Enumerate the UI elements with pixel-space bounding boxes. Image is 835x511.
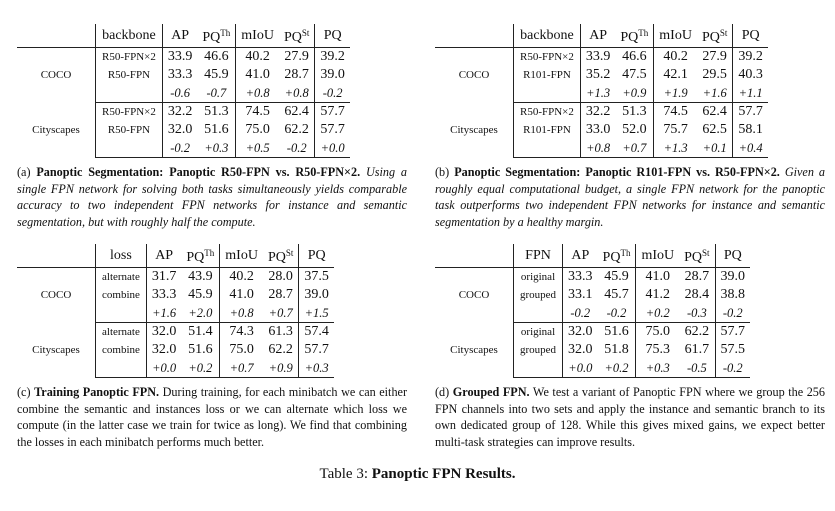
cell-pq: -0.2 bbox=[315, 84, 350, 103]
header-pq: PQ bbox=[315, 24, 350, 48]
cell-pq: +1.1 bbox=[733, 84, 768, 103]
cell-ap: 33.3 bbox=[162, 66, 197, 84]
cell-miou: +0.2 bbox=[636, 304, 679, 323]
row-label: R50-FPN bbox=[96, 66, 163, 84]
cell-pq: -0.2 bbox=[715, 304, 750, 323]
cell-pq: 57.5 bbox=[715, 341, 750, 359]
row-label: original bbox=[514, 268, 563, 287]
cell-pq-st: 62.2 bbox=[284, 122, 309, 137]
cell-ap: 32.2 bbox=[580, 103, 615, 122]
cell-pq: 57.7 bbox=[315, 103, 350, 122]
cell-miou: 74.5 bbox=[654, 103, 697, 122]
cell-pq: -0.2 bbox=[715, 359, 750, 378]
results-table-c bbox=[17, 244, 334, 378]
header-pq-th: $PQ^{Th}$ bbox=[181, 244, 219, 268]
cell-pq-st: 29.5 bbox=[702, 67, 727, 82]
header-ap: AP bbox=[563, 244, 598, 268]
header-dataset bbox=[435, 244, 514, 268]
row-label: R101-FPN bbox=[514, 121, 581, 139]
table-row bbox=[17, 103, 350, 122]
header-miou: mIoU bbox=[236, 24, 279, 48]
row-label: R50-FPN×2 bbox=[96, 103, 163, 122]
cell-pq-st: +0.7 bbox=[263, 304, 299, 323]
table-header bbox=[17, 244, 334, 268]
row-label: original bbox=[514, 323, 563, 342]
cell-pq-th: -0.7 bbox=[197, 84, 235, 103]
caption-d: (d) Grouped FPN. We test a variant of Panoptic FPN where we group the 256 FPN channels into two sets and apply the instance and semantic branch to its own dedicated group of 128. While this gives mixed gains, we expect better multi-task strategies can improve results. bbox=[435, 385, 825, 449]
cell-pq: 39.0 bbox=[299, 286, 334, 304]
cell-pq-th: 51.8 bbox=[604, 342, 629, 357]
row-label: R50-FPN×2 bbox=[514, 103, 581, 122]
cell-pq-st: +0.1 bbox=[697, 139, 733, 158]
cell-pq-th: +0.7 bbox=[615, 139, 653, 158]
cell-pq-st: 28.7 bbox=[268, 287, 293, 302]
cell-ap: +0.8 bbox=[580, 139, 615, 158]
row-label bbox=[96, 84, 163, 103]
cell-pq-th: 46.6 bbox=[204, 49, 229, 64]
cell-pq-st: +0.8 bbox=[279, 84, 315, 103]
cell-pq: +1.5 bbox=[299, 304, 334, 323]
cell-ap: 33.9 bbox=[580, 48, 615, 67]
cell-pq: 57.7 bbox=[299, 341, 334, 359]
header-pq-th: $PQ^{Th}$ bbox=[197, 24, 235, 48]
cell-miou: 75.0 bbox=[220, 341, 263, 359]
cell-ap: 33.3 bbox=[563, 268, 598, 287]
cell-pq: 38.8 bbox=[715, 286, 750, 304]
cell-miou: +0.7 bbox=[220, 359, 263, 378]
cell-pq: +0.0 bbox=[315, 139, 350, 158]
header-dataset bbox=[435, 24, 514, 48]
cell-miou: 41.0 bbox=[236, 66, 279, 84]
cell-pq: 37.5 bbox=[299, 268, 334, 287]
row-label: alternate bbox=[96, 268, 147, 287]
cell-ap: -0.6 bbox=[162, 84, 197, 103]
header-pq-st: $PQ^{St}$ bbox=[279, 24, 315, 48]
cell-pq-th: 51.6 bbox=[188, 342, 213, 357]
cell-pq-th: 45.9 bbox=[188, 287, 213, 302]
cell-pq-th: 46.6 bbox=[622, 49, 647, 64]
caption-b: (b) Panoptic Segmentation: Panoptic R101-FPN vs. R50-FPN×2. Given a roughly equal computational budget, a single FPN network for the panoptic task outperforms two independent FPN networks for instance and semantic segmentation by a healthy margin. bbox=[435, 165, 825, 229]
header-pq-th: $PQ^{Th}$ bbox=[598, 244, 636, 268]
cell-pq: 58.1 bbox=[733, 121, 768, 139]
cell-pq: 57.7 bbox=[315, 121, 350, 139]
row-label: R101-FPN bbox=[514, 66, 581, 84]
dataset-label: Cityscapes bbox=[32, 344, 80, 356]
row-label: combine bbox=[96, 286, 147, 304]
table-header bbox=[435, 244, 750, 268]
header-pq-st: $PQ^{St}$ bbox=[697, 24, 733, 48]
cell-miou: 41.2 bbox=[636, 286, 679, 304]
cell-pq-th: 45.7 bbox=[604, 287, 629, 302]
dataset-label: COCO bbox=[40, 69, 72, 82]
cell-pq: 39.2 bbox=[733, 48, 768, 67]
table-row bbox=[435, 103, 768, 122]
cell-ap: +1.6 bbox=[146, 304, 181, 323]
cell-pq-st: 61.7 bbox=[684, 342, 710, 357]
cell-pq-th: 45.9 bbox=[204, 67, 229, 82]
header-pq-st: $PQ^{St}$ bbox=[679, 244, 715, 268]
header-fpn: FPN bbox=[514, 244, 563, 268]
header-ap: AP bbox=[162, 24, 197, 48]
cell-miou: 75.7 bbox=[654, 121, 697, 139]
row-label: R50-FPN×2 bbox=[514, 48, 581, 67]
results-table-b bbox=[435, 24, 768, 158]
row-label bbox=[514, 304, 563, 323]
cell-pq-th: 52.0 bbox=[622, 122, 647, 137]
cell-ap: 32.0 bbox=[563, 323, 598, 342]
cell-pq: +0.3 bbox=[299, 359, 334, 378]
panel-d bbox=[435, 244, 835, 450]
cell-pq-th: 45.9 bbox=[604, 269, 629, 284]
cell-pq-st: -0.2 bbox=[279, 139, 315, 158]
cell-pq-st: 62.4 bbox=[702, 104, 727, 119]
cell-pq-st: 62.5 bbox=[702, 122, 727, 137]
dataset-label: COCO bbox=[458, 289, 490, 302]
dataset-label: Cityscapes bbox=[32, 124, 80, 136]
cell-pq-st: -0.5 bbox=[679, 359, 715, 378]
cell-pq-st: 28.0 bbox=[268, 269, 293, 284]
cell-miou: +0.5 bbox=[236, 139, 279, 158]
cell-pq: 57.4 bbox=[299, 323, 334, 342]
results-table-a bbox=[17, 24, 350, 158]
cell-ap: +0.0 bbox=[563, 359, 598, 378]
caption-a: (a) Panoptic Segmentation: Panoptic R50-FPN vs. R50-FPN×2. Using a single FPN network for solving both tasks simultaneously yields comparable accuracy to two independent FPN networks for instance and semantic segmentation, but with roughly half the compute. bbox=[17, 165, 407, 229]
cell-ap: 33.3 bbox=[146, 286, 181, 304]
cell-pq-st: 27.9 bbox=[284, 49, 309, 64]
cell-pq: 39.0 bbox=[315, 66, 350, 84]
panel-c bbox=[17, 244, 417, 450]
header-pq: PQ bbox=[715, 244, 750, 268]
cell-ap: 33.0 bbox=[580, 121, 615, 139]
row-label: grouped bbox=[514, 286, 563, 304]
cell-pq-st: 62.2 bbox=[268, 342, 293, 357]
cell-miou: 74.3 bbox=[220, 323, 263, 342]
header-pq-th: $PQ^{Th}$ bbox=[615, 24, 653, 48]
cell-pq-th: 51.6 bbox=[604, 324, 629, 339]
cell-pq: 39.2 bbox=[315, 48, 350, 67]
cell-ap: -0.2 bbox=[563, 304, 598, 323]
table-header bbox=[17, 24, 350, 48]
cell-pq-th: -0.2 bbox=[598, 304, 636, 323]
cell-pq-st: 62.2 bbox=[684, 324, 710, 339]
cell-miou: 75.3 bbox=[636, 341, 679, 359]
header-backbone: backbone bbox=[96, 24, 163, 48]
cell-pq-st: 28.7 bbox=[684, 269, 710, 284]
row-label: combine bbox=[96, 341, 147, 359]
cell-pq-st: 28.4 bbox=[684, 287, 710, 302]
table-row bbox=[435, 323, 750, 342]
cell-ap: 33.1 bbox=[563, 286, 598, 304]
table-caption: Table 3: Panoptic FPN Results. bbox=[319, 466, 516, 482]
caption-c: (c) Training Panoptic FPN. During training, for each minibatch we can either combine the semantic and instances loss or we can alternate which loss we compute (in the latter case we train for twice as long). We find that combining the losses in each minibatch performs much better. bbox=[17, 385, 408, 449]
cell-pq: +0.4 bbox=[733, 139, 768, 158]
cell-pq-th: +0.2 bbox=[181, 359, 219, 378]
cell-miou: +0.8 bbox=[220, 304, 263, 323]
cell-miou: 40.2 bbox=[220, 268, 263, 287]
row-label bbox=[96, 139, 163, 158]
header-pq: PQ bbox=[299, 244, 334, 268]
row-label bbox=[514, 359, 563, 378]
cell-ap: 32.0 bbox=[162, 121, 197, 139]
header-miou: mIoU bbox=[654, 24, 697, 48]
cell-pq-th: 51.3 bbox=[204, 104, 229, 119]
cell-pq: 57.7 bbox=[733, 103, 768, 122]
table-row bbox=[17, 48, 350, 67]
cell-miou: 40.2 bbox=[236, 48, 279, 67]
cell-pq-st: 61.3 bbox=[268, 324, 293, 339]
row-label: alternate bbox=[96, 323, 147, 342]
cell-pq-st: +0.9 bbox=[263, 359, 299, 378]
cell-miou: 42.1 bbox=[654, 66, 697, 84]
cell-pq-th: 51.6 bbox=[204, 122, 229, 137]
cell-pq: 39.0 bbox=[715, 268, 750, 287]
table-row bbox=[435, 268, 750, 287]
row-label: grouped bbox=[514, 341, 563, 359]
cell-pq-th: 51.4 bbox=[188, 324, 213, 339]
cell-pq-th: +0.3 bbox=[197, 139, 235, 158]
results-table-d bbox=[435, 244, 750, 378]
cell-pq-th: +2.0 bbox=[181, 304, 219, 323]
dataset-label: COCO bbox=[40, 289, 72, 302]
row-label bbox=[514, 139, 581, 158]
row-label bbox=[514, 84, 581, 103]
header-ap: AP bbox=[146, 244, 181, 268]
cell-pq-th: +0.2 bbox=[598, 359, 636, 378]
header-miou: mIoU bbox=[636, 244, 679, 268]
row-label: R50-FPN bbox=[96, 121, 163, 139]
row-label bbox=[96, 359, 147, 378]
cell-miou: 75.0 bbox=[236, 121, 279, 139]
header-ap: AP bbox=[580, 24, 615, 48]
panel-b bbox=[435, 24, 835, 230]
cell-pq-st: 62.4 bbox=[284, 104, 309, 119]
cell-miou: +0.8 bbox=[236, 84, 279, 103]
cell-miou: +1.9 bbox=[654, 84, 697, 103]
cell-miou: +1.3 bbox=[654, 139, 697, 158]
cell-pq-th: 47.5 bbox=[622, 67, 647, 82]
table-header bbox=[435, 24, 768, 48]
cell-miou: 74.5 bbox=[236, 103, 279, 122]
cell-ap: 32.0 bbox=[146, 323, 181, 342]
cell-ap: 32.0 bbox=[146, 341, 181, 359]
cell-pq-th: +0.9 bbox=[615, 84, 653, 103]
cell-ap: 35.2 bbox=[580, 66, 615, 84]
cell-pq-st: 28.7 bbox=[284, 67, 309, 82]
cell-miou: +0.3 bbox=[636, 359, 679, 378]
table-row bbox=[17, 323, 334, 342]
cell-ap: 32.0 bbox=[563, 341, 598, 359]
cell-pq: 57.7 bbox=[715, 323, 750, 342]
cell-pq-th: 51.3 bbox=[622, 104, 647, 119]
table-row bbox=[17, 268, 334, 287]
header-dataset bbox=[17, 24, 96, 48]
row-label: R50-FPN×2 bbox=[96, 48, 163, 67]
cell-pq: 40.3 bbox=[733, 66, 768, 84]
cell-miou: 40.2 bbox=[654, 48, 697, 67]
header-loss: loss bbox=[96, 244, 147, 268]
cell-miou: 41.0 bbox=[220, 286, 263, 304]
table-row bbox=[435, 48, 768, 67]
cell-pq-st: -0.3 bbox=[679, 304, 715, 323]
cell-pq-th: 43.9 bbox=[188, 269, 213, 284]
header-miou: mIoU bbox=[220, 244, 263, 268]
cell-ap: -0.2 bbox=[162, 139, 197, 158]
cell-ap: 31.7 bbox=[146, 268, 181, 287]
dataset-label: COCO bbox=[458, 69, 490, 82]
cell-pq-st: +1.6 bbox=[697, 84, 733, 103]
cell-miou: 41.0 bbox=[636, 268, 679, 287]
dataset-label: Cityscapes bbox=[450, 124, 498, 136]
cell-miou: 75.0 bbox=[636, 323, 679, 342]
panel-a bbox=[17, 24, 417, 230]
cell-ap: 33.9 bbox=[162, 48, 197, 67]
cell-pq-st: 27.9 bbox=[702, 49, 727, 64]
row-label bbox=[96, 304, 147, 323]
header-pq: PQ bbox=[733, 24, 768, 48]
cell-ap: 32.2 bbox=[162, 103, 197, 122]
cell-ap: +0.0 bbox=[146, 359, 181, 378]
header-backbone: backbone bbox=[514, 24, 581, 48]
dataset-label: Cityscapes bbox=[450, 344, 498, 356]
cell-ap: +1.3 bbox=[580, 84, 615, 103]
header-dataset bbox=[17, 244, 96, 268]
header-pq-st: $PQ^{St}$ bbox=[263, 244, 299, 268]
